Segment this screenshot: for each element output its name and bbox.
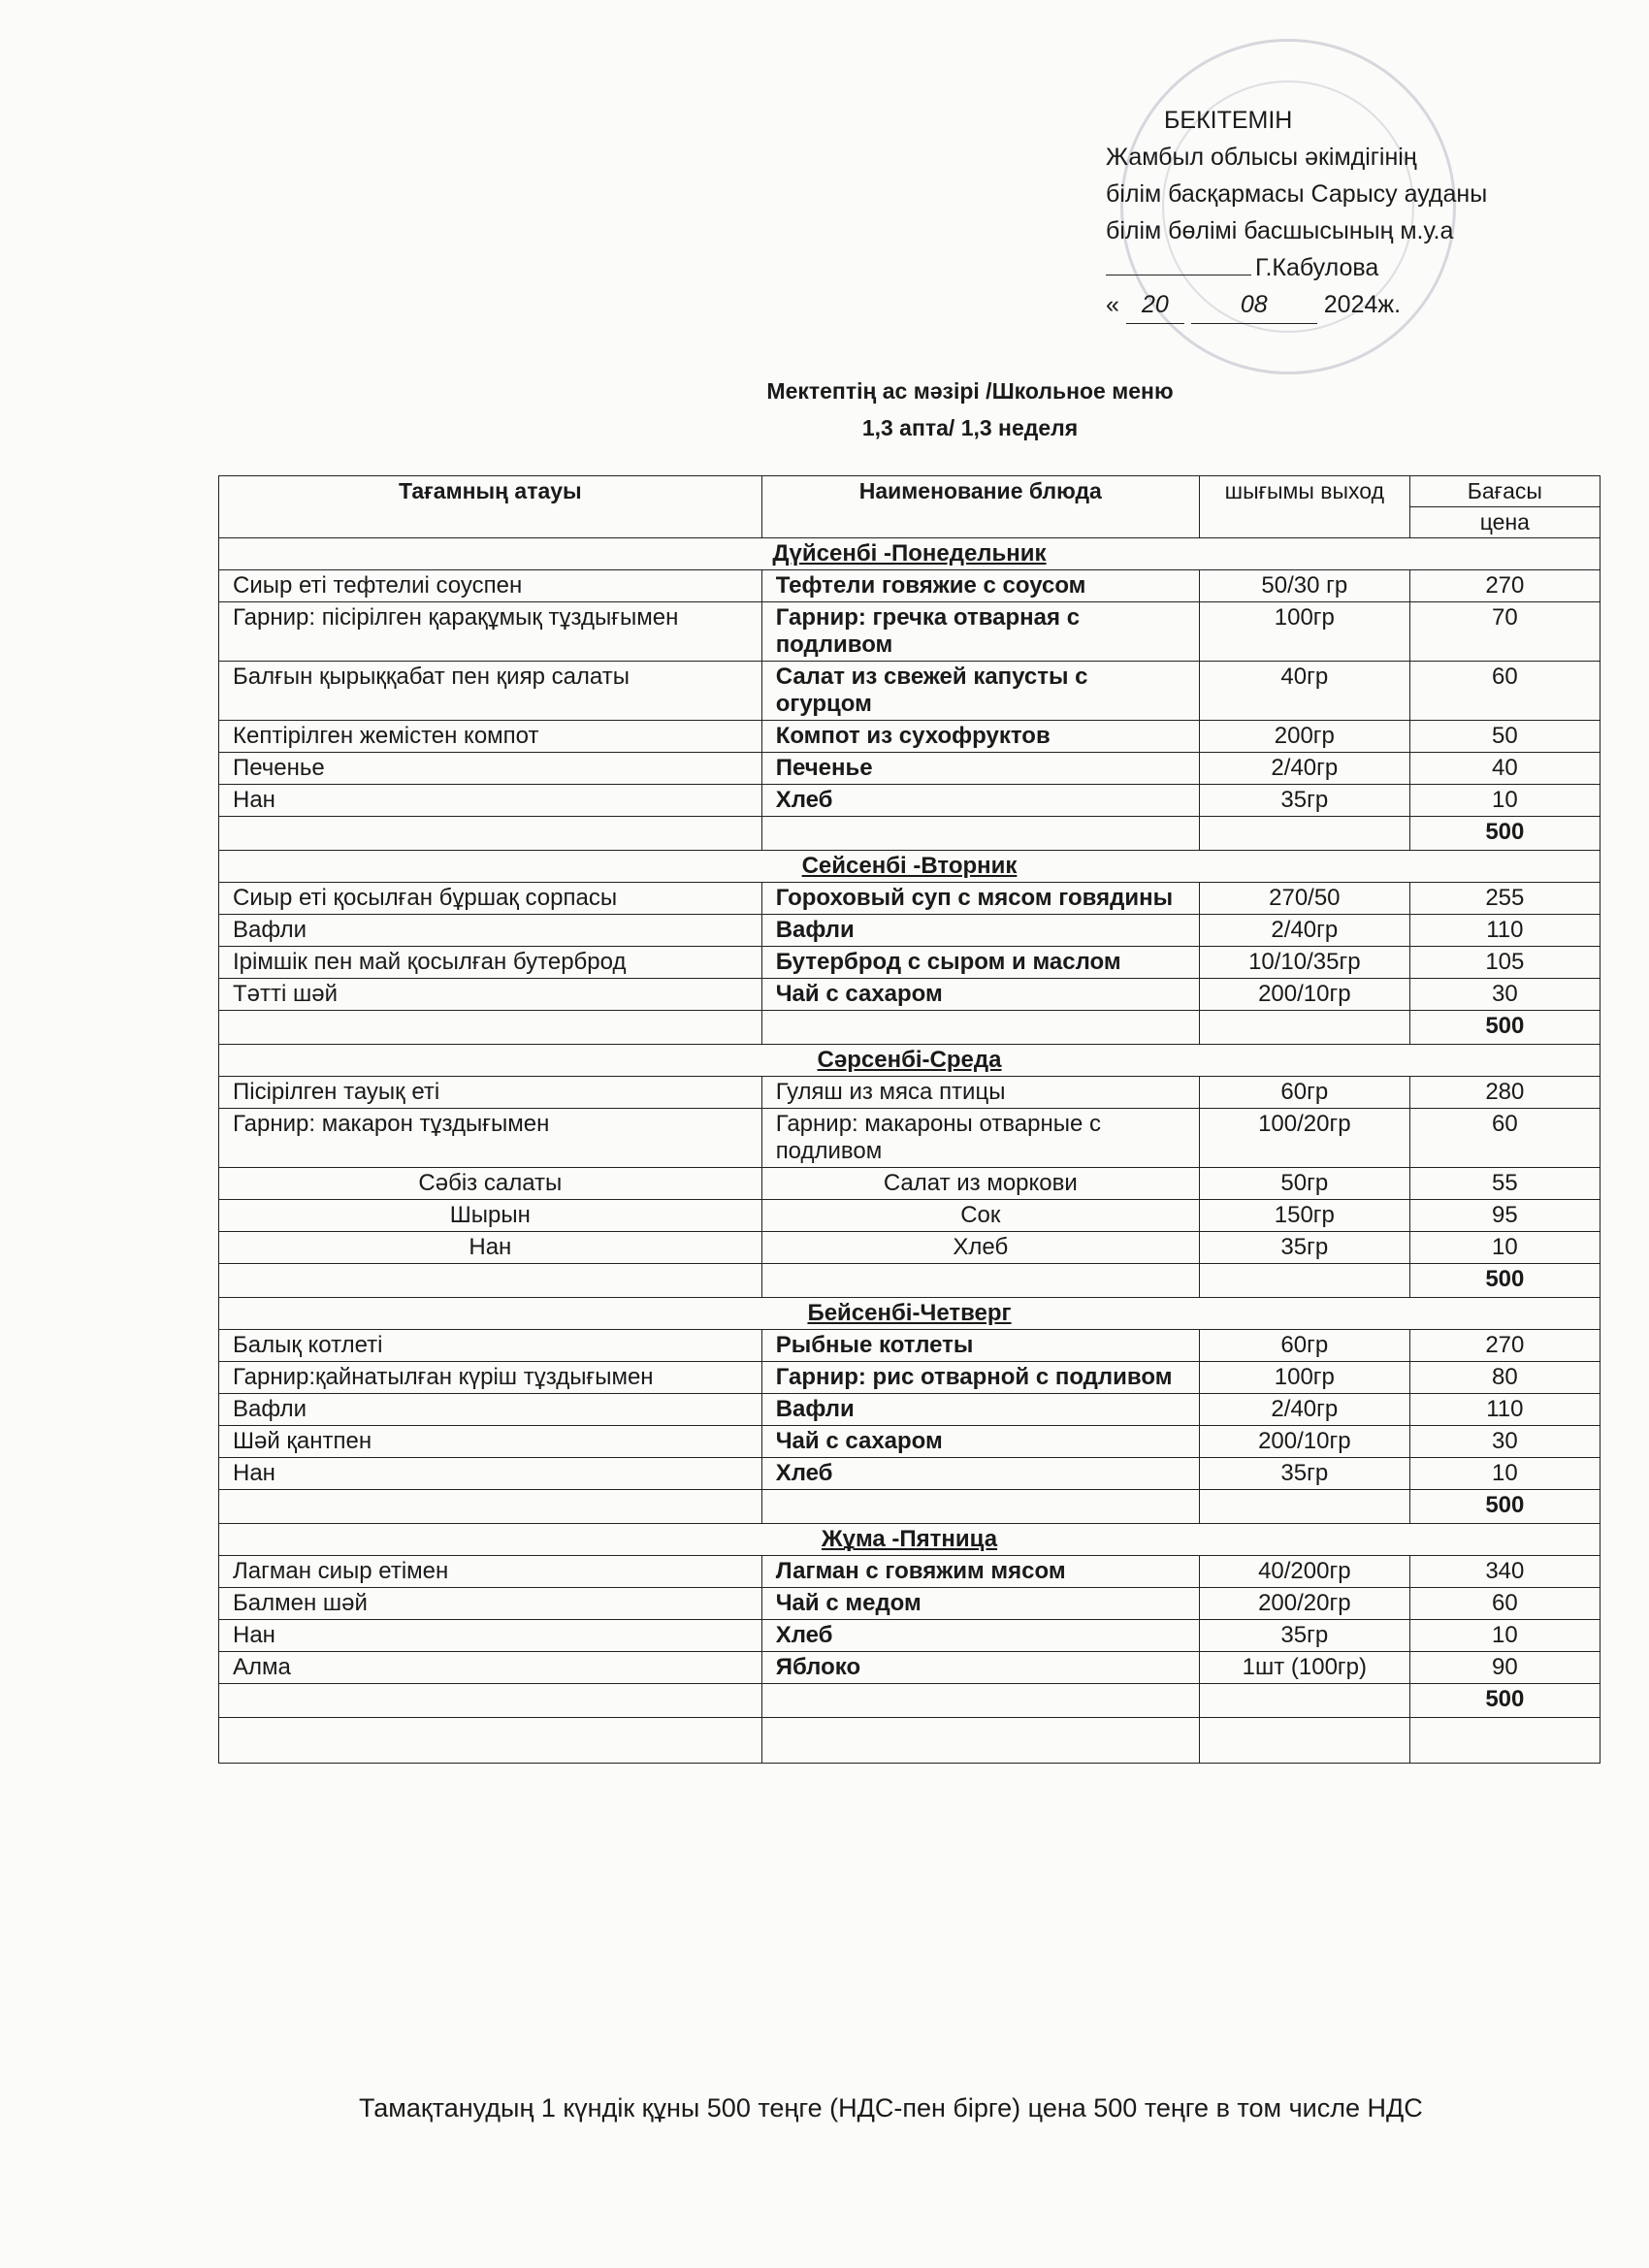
day-title: Сәрсенбі-Среда (219, 1045, 1600, 1077)
dish-name-kz: Шәй қантпен (219, 1426, 762, 1458)
signature-line (1106, 249, 1610, 286)
dish-name-kz: Нан (219, 785, 762, 817)
menu-item-row (219, 1232, 1600, 1264)
dish-yield: 2/40гр (1199, 1394, 1409, 1426)
header-name-ru: Наименование блюда (761, 476, 1199, 538)
date-month: 08 (1191, 286, 1317, 324)
dish-name-kz: Ірімшік пен май қосылған бутерброд (219, 947, 762, 979)
dish-yield: 35гр (1199, 785, 1409, 817)
dish-price: 30 (1409, 1426, 1600, 1458)
dish-name-ru: Гарнир: рис отварной с подливом (761, 1362, 1199, 1394)
dish-name-kz: Тәтті шәй (219, 979, 762, 1011)
menu-item-row (219, 1652, 1600, 1684)
menu-item-row (219, 1168, 1600, 1200)
day-row (219, 538, 1600, 570)
dish-yield: 100/20гр (1199, 1109, 1409, 1168)
menu-item-row (219, 662, 1600, 721)
dish-yield: 40гр (1199, 662, 1409, 721)
approval-line-3: білім бөлімі басшысының м.у.а (1106, 217, 1454, 244)
dish-name-ru: Рыбные котлеты (761, 1330, 1199, 1362)
dish-yield: 50/30 гр (1199, 570, 1409, 602)
date-day: 20 (1126, 286, 1184, 324)
signature (1106, 253, 1251, 275)
dish-name-ru: Хлеб (761, 1232, 1199, 1264)
menu-item-row (219, 1200, 1600, 1232)
dish-name-kz: Нан (219, 1458, 762, 1490)
dish-name-kz: Сиыр еті қосылған бұршақ сорпасы (219, 883, 762, 915)
dish-name-ru: Сок (761, 1200, 1199, 1232)
day-total: 500 (1409, 1011, 1600, 1045)
dish-name-ru: Хлеб (761, 1458, 1199, 1490)
day-title: Дүйсенбі -Понедельник (219, 538, 1600, 570)
dish-yield: 10/10/35гр (1199, 947, 1409, 979)
header-yield: шығымы выход (1199, 476, 1409, 538)
menu-item-row (219, 979, 1600, 1011)
dish-price: 55 (1409, 1168, 1600, 1200)
day-title: Жұма -Пятница (219, 1524, 1600, 1556)
total-row (219, 1264, 1600, 1298)
menu-item-row (219, 915, 1600, 947)
dish-name-ru: Тефтели говяжие с соусом (761, 570, 1199, 602)
dish-price: 60 (1409, 662, 1600, 721)
menu-item-row (219, 1109, 1600, 1168)
menu-item-row (219, 1620, 1600, 1652)
dish-price: 110 (1409, 1394, 1600, 1426)
dish-price: 10 (1409, 1458, 1600, 1490)
dish-price: 60 (1409, 1109, 1600, 1168)
dish-name-ru: Гороховый суп с мясом говядины (761, 883, 1199, 915)
dish-name-kz: Кептірілген жемістен компот (219, 721, 762, 753)
dish-price: 10 (1409, 785, 1600, 817)
approval-block (1106, 102, 1610, 324)
dish-name-ru: Вафли (761, 915, 1199, 947)
menu-item-row (219, 1458, 1600, 1490)
day-row (219, 1298, 1600, 1330)
dish-yield: 200гр (1199, 721, 1409, 753)
menu-item-row (219, 947, 1600, 979)
approval-line-1: Жамбыл облысы әкімдігінің (1106, 144, 1417, 171)
dish-name-ru: Вафли (761, 1394, 1199, 1426)
dish-price: 340 (1409, 1556, 1600, 1588)
menu-item-row (219, 1394, 1600, 1426)
dish-price: 270 (1409, 1330, 1600, 1362)
menu-item-row (219, 1426, 1600, 1458)
approval-date: « 20 08 2024ж. (1106, 286, 1610, 324)
dish-price: 30 (1409, 979, 1600, 1011)
dish-name-ru: Чай с медом (761, 1588, 1199, 1620)
dish-name-ru: Лагман с говяжим мясом (761, 1556, 1199, 1588)
day-row (219, 1045, 1600, 1077)
day-total: 500 (1409, 1490, 1600, 1524)
dish-name-ru: Чай с сахаром (761, 1426, 1199, 1458)
dish-name-kz: Балық котлеті (219, 1330, 762, 1362)
menu-item-row (219, 883, 1600, 915)
dish-price: 110 (1409, 915, 1600, 947)
date-year: 2024ж. (1323, 291, 1402, 318)
dish-price: 70 (1409, 602, 1600, 662)
dish-yield: 200/10гр (1199, 979, 1409, 1011)
dish-price: 90 (1409, 1652, 1600, 1684)
dish-name-ru: Салат из свежей капусты с огурцом (761, 662, 1199, 721)
menu-title: Мектептің ас мәзірі /Школьное меню (766, 378, 1174, 404)
dish-name-kz: Сәбіз салаты (219, 1168, 762, 1200)
dish-yield: 100гр (1199, 1362, 1409, 1394)
menu-item-row (219, 1077, 1600, 1109)
dish-name-ru: Чай с сахаром (761, 979, 1199, 1011)
dish-yield: 2/40гр (1199, 753, 1409, 785)
day-total: 500 (1409, 1264, 1600, 1298)
dish-name-ru: Печенье (761, 753, 1199, 785)
dish-yield: 1шт (100гр) (1199, 1652, 1409, 1684)
dish-name-ru: Яблоко (761, 1652, 1199, 1684)
header-price-kz: Бағасы (1409, 476, 1600, 507)
dish-yield: 100гр (1199, 602, 1409, 662)
dish-name-ru: Салат из моркови (761, 1168, 1199, 1200)
dish-name-ru: Гуляш из мяса птицы (761, 1077, 1199, 1109)
menu-item-row (219, 753, 1600, 785)
header-price-ru: цена (1409, 507, 1600, 538)
dish-price: 50 (1409, 721, 1600, 753)
total-row (219, 1011, 1600, 1045)
dish-name-kz: Печенье (219, 753, 762, 785)
header-name-kz: Тағамның атауы (219, 476, 762, 538)
dish-yield: 60гр (1199, 1330, 1409, 1362)
dish-name-ru: Хлеб (761, 785, 1199, 817)
approval-line-2: білім басқармасы Сарысу ауданы (1106, 180, 1488, 208)
total-row (219, 1684, 1600, 1718)
dish-name-kz: Вафли (219, 1394, 762, 1426)
dish-price: 60 (1409, 1588, 1600, 1620)
total-row (219, 817, 1600, 851)
menu-item-row (219, 1330, 1600, 1362)
dish-price: 270 (1409, 570, 1600, 602)
approval-heading: БЕКІТЕМІН (1164, 107, 1293, 134)
dish-yield: 35гр (1199, 1620, 1409, 1652)
total-row (219, 1490, 1600, 1524)
dish-name-kz: Гарнир: пісірілген қарақұмық тұздығымен (219, 602, 762, 662)
dish-price: 10 (1409, 1232, 1600, 1264)
empty-row (219, 1718, 1600, 1764)
dish-name-kz: Вафли (219, 915, 762, 947)
menu-item-row (219, 1362, 1600, 1394)
menu-item-row (219, 721, 1600, 753)
dish-price: 40 (1409, 753, 1600, 785)
day-title: Бейсенбі-Четверг (219, 1298, 1600, 1330)
dish-yield: 35гр (1199, 1232, 1409, 1264)
dish-yield: 35гр (1199, 1458, 1409, 1490)
dish-name-ru: Гарнир: макароны отварные с подливом (761, 1109, 1199, 1168)
signer-name: Г.Кабулова (1255, 254, 1379, 281)
dish-yield: 2/40гр (1199, 915, 1409, 947)
dish-yield: 200/20гр (1199, 1588, 1409, 1620)
dish-name-kz: Нан (219, 1232, 762, 1264)
menu-item-row (219, 1588, 1600, 1620)
menu-item-row (219, 1556, 1600, 1588)
footer-note: Тамақтанудың 1 күндік құны 500 теңге (НДС-пен бірге) цена 500 теңге в том числе НДС (359, 2093, 1423, 2122)
dish-name-ru: Хлеб (761, 1620, 1199, 1652)
menu-table (218, 475, 1600, 1764)
dish-name-kz: Шырын (219, 1200, 762, 1232)
day-row (219, 1524, 1600, 1556)
dish-price: 80 (1409, 1362, 1600, 1394)
dish-name-ru: Бутерброд с сыром и маслом (761, 947, 1199, 979)
dish-yield: 200/10гр (1199, 1426, 1409, 1458)
dish-price: 10 (1409, 1620, 1600, 1652)
dish-price: 105 (1409, 947, 1600, 979)
dish-name-kz: Сиыр еті тефтелиі соуспен (219, 570, 762, 602)
dish-name-ru: Гарнир: гречка отварная с подливом (761, 602, 1199, 662)
dish-name-kz: Балмен шәй (219, 1588, 762, 1620)
dish-name-kz: Лагман сиыр етімен (219, 1556, 762, 1588)
dish-name-kz: Балғын қырыққабат пен қияр салаты (219, 662, 762, 721)
menu-item-row (219, 570, 1600, 602)
dish-price: 95 (1409, 1200, 1600, 1232)
day-title: Сейсенбі -Вторник (219, 851, 1600, 883)
dish-name-kz: Алма (219, 1652, 762, 1684)
dish-name-kz: Гарнир: макарон тұздығымен (219, 1109, 762, 1168)
menu-subtitle: 1,3 апта/ 1,3 неделя (861, 415, 1079, 440)
dish-price: 280 (1409, 1077, 1600, 1109)
day-row (219, 851, 1600, 883)
dish-yield: 60гр (1199, 1077, 1409, 1109)
dish-name-ru: Компот из сухофруктов (761, 721, 1199, 753)
dish-yield: 270/50 (1199, 883, 1409, 915)
dish-yield: 50гр (1199, 1168, 1409, 1200)
menu-item-row (219, 602, 1600, 662)
menu-item-row (219, 785, 1600, 817)
dish-price: 255 (1409, 883, 1600, 915)
day-total: 500 (1409, 1684, 1600, 1718)
dish-name-kz: Пісірілген тауық еті (219, 1077, 762, 1109)
day-total: 500 (1409, 817, 1600, 851)
dish-yield: 40/200гр (1199, 1556, 1409, 1588)
dish-yield: 150гр (1199, 1200, 1409, 1232)
dish-name-kz: Гарнир:қайнатылған күріш тұздығымен (219, 1362, 762, 1394)
dish-name-kz: Нан (219, 1620, 762, 1652)
